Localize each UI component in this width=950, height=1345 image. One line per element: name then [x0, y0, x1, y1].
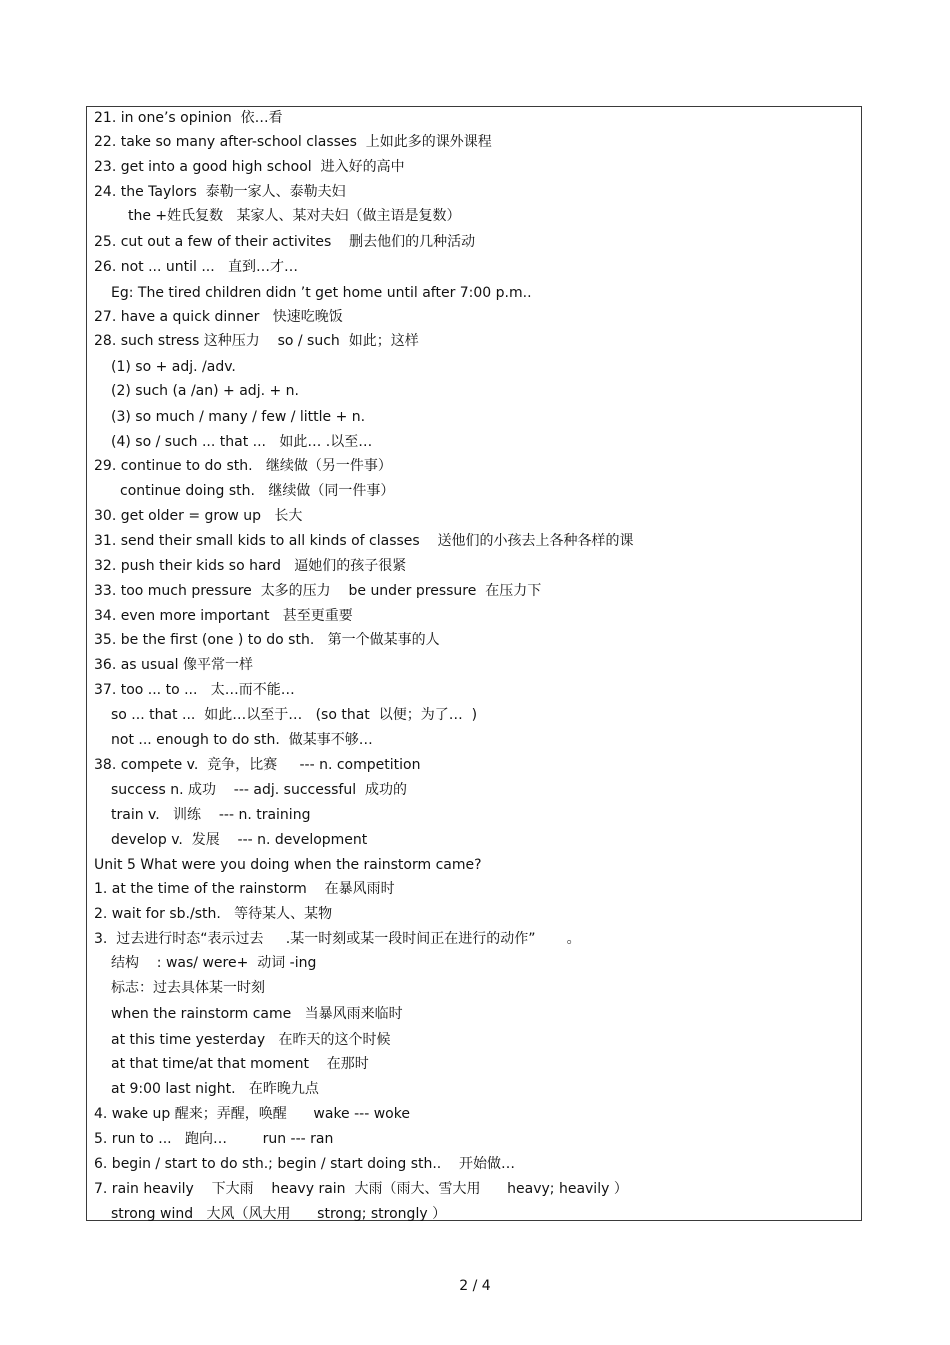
note-line-31: 31. send their small kids to all kinds of classes 送他们的小孩去上各种各样的课	[94, 533, 634, 549]
note-line-29: 29. continue to do sth. 继续做（另一件事）	[94, 458, 392, 474]
note-line-23: 23. get into a good high school 进入好的高中	[94, 159, 405, 175]
note-line-35: 35. be the first (one ) to do sth. 第一个做某事的人	[94, 632, 440, 648]
unit5-line-7-sub: strong wind 大风（风大用 strong; strongly ）	[111, 1206, 447, 1222]
note-line-32: 32. push their kids so hard 逼她们的孩子很紧	[94, 558, 407, 574]
note-line-25: 25. cut out a few of their activites 删去他们的几种活动	[94, 234, 476, 250]
note-line-38-sub1: success n. 成功 --- adj. successful 成功的	[111, 782, 408, 798]
note-line-28-4: (4) so / such ... that ... 如此… .以至…	[111, 434, 373, 450]
notes-table-cell	[86, 106, 862, 1221]
note-line-33: 33. too much pressure 太多的压力 be under pressure 在压力下	[94, 583, 542, 599]
note-line-38-sub2: train v. 训练 --- n. training	[111, 807, 311, 823]
note-line-36: 36. as usual 像平常一样	[94, 657, 253, 673]
unit5-line-6: 6. begin / start to do sth.; begin / start doing sth.. 开始做…	[94, 1156, 516, 1172]
unit5-line-4: 4. wake up 醒来；弄醒，唤醒 wake --- woke	[94, 1106, 410, 1122]
note-line-26: 26. not ... until ... 直到…才…	[94, 259, 299, 275]
note-line-37: 37. too ... to ... 太…而不能…	[94, 682, 295, 698]
page-number: 2 / 4	[459, 1278, 491, 1294]
unit5-line-1: 1. at the time of the rainstorm 在暴风雨时	[94, 881, 395, 897]
note-line-37-sub1: so ... that ... 如此…以至于… (so that 以便；为了… )	[111, 707, 478, 723]
unit5-line-3-ex1: when the rainstorm came 当暴风雨来临时	[111, 1006, 403, 1022]
note-line-27: 27. have a quick dinner 快速吃晚饭	[94, 309, 343, 325]
note-line-24-sub: the +姓氏复数 某家人、某对夫妇（做主语是复数）	[128, 208, 461, 224]
note-line-29-sub: continue doing sth. 继续做（同一件事）	[120, 483, 395, 499]
note-line-21: 21. in one’s opinion 依…看	[94, 110, 283, 126]
note-line-28: 28. such stress 这种压力 so / such 如此；这样	[94, 333, 419, 349]
note-line-28-1: (1) so + adj. /adv.	[111, 359, 236, 375]
note-line-28-3: (3) so much / many / few / little + n.	[111, 409, 366, 425]
note-line-24: 24. the Taylors 泰勒一家人、泰勒夫妇	[94, 184, 346, 200]
unit5-line-3-structure: 结构 : was/ were+ 动词 -ing	[111, 955, 317, 971]
unit5-line-7: 7. rain heavily 下大雨 heavy rain 大雨（雨大、雪大用 heavy; heavily ）	[94, 1181, 628, 1197]
unit5-line-5: 5. run to ... 跑向… run --- ran	[94, 1131, 334, 1147]
unit5-line-3-ex4: at 9:00 last night. 在昨晚九点	[111, 1081, 319, 1097]
note-line-28-2: (2) such (a /an) + adj. + n.	[111, 383, 299, 399]
note-line-38-sub3: develop v. 发展 --- n. development	[111, 832, 368, 848]
unit-5-heading: Unit 5 What were you doing when the rainstorm came?	[94, 857, 482, 873]
note-line-37-sub2: not ... enough to do sth. 做某事不够…	[111, 732, 373, 748]
unit5-line-3-ex2: at this time yesterday 在昨天的这个时候	[111, 1032, 391, 1048]
unit5-line-3-markers: 标志：过去具体某一时刻	[111, 980, 265, 996]
note-line-26-example: Eg: The tired children didn ’t get home until after 7:00 p.m..	[111, 285, 532, 301]
note-line-22: 22. take so many after-school classes 上如此多的课外课程	[94, 134, 492, 150]
note-line-30: 30. get older = grow up 长大	[94, 508, 303, 524]
unit5-line-3-ex3: at that time/at that moment 在那时	[111, 1056, 369, 1072]
unit5-line-3: 3. 过去进行时态“表示过去 .某一时刻或某一段时间正在进行的动作” 。	[94, 931, 581, 947]
note-line-38: 38. compete v. 竞争，比赛 --- n. competition	[94, 757, 421, 773]
note-line-34: 34. even more important 甚至更重要	[94, 608, 353, 624]
unit5-line-2: 2. wait for sb./sth. 等待某人、某物	[94, 906, 333, 922]
